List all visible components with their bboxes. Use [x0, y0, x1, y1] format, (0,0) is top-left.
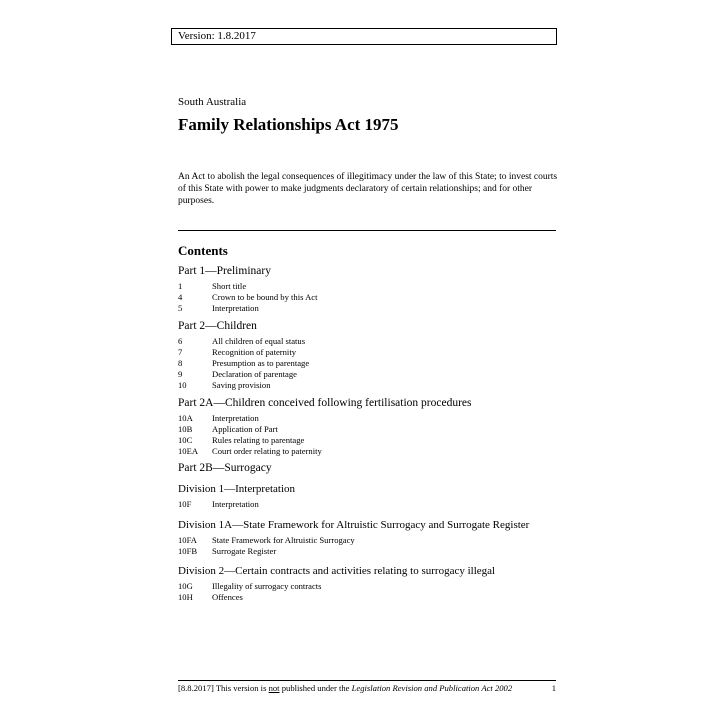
- section-number: 10C: [178, 435, 193, 446]
- toc-entry[interactable]: [178, 347, 558, 358]
- section-title: Illegality of surrogacy contracts: [212, 581, 322, 592]
- toc-division-heading[interactable]: Division 1—Interpretation: [178, 483, 296, 496]
- toc-section-list: [178, 281, 558, 315]
- section-title: Presumption as to parentage: [212, 358, 310, 369]
- section-number: 10G: [178, 581, 193, 592]
- footer-not: not: [268, 683, 280, 693]
- footer-act-name: Legislation Revision and Publication Act 2002: [351, 683, 513, 693]
- toc-part-heading[interactable]: Part 1—Preliminary: [178, 265, 271, 277]
- jurisdiction: South Australia: [178, 96, 247, 108]
- toc-part-heading[interactable]: Part 2A—Children conceived following fertilisation procedures: [178, 396, 472, 409]
- footer-notice: [178, 683, 512, 693]
- section-number: 10B: [178, 423, 193, 434]
- toc-entry[interactable]: [178, 369, 558, 380]
- section-title: Saving provision: [212, 380, 271, 391]
- toc-entry[interactable]: [178, 592, 558, 603]
- toc-entry[interactable]: [178, 413, 558, 424]
- toc-entry[interactable]: [178, 424, 558, 435]
- toc-entry[interactable]: [178, 435, 558, 446]
- toc-entry[interactable]: [178, 281, 558, 292]
- section-number: 4: [178, 292, 183, 303]
- toc-division-heading[interactable]: Division 1A—State Framework for Altruistic Surrogacy and Surrogate Register: [178, 518, 530, 531]
- toc-division-heading[interactable]: Division 2—Certain contracts and activities relating to surrogacy illegal: [178, 565, 496, 578]
- section-number: 10FB: [178, 545, 198, 556]
- toc-part-heading[interactable]: Part 2—Children: [178, 319, 257, 332]
- footer-divider: [178, 680, 556, 681]
- section-number: 7: [178, 346, 183, 357]
- page-number: 1: [551, 683, 556, 693]
- section-title: Interpretation: [212, 499, 259, 510]
- section-title: Short title: [212, 281, 247, 291]
- act-title: Family Relationships Act 1975: [178, 115, 399, 134]
- toc-entry[interactable]: [178, 581, 558, 592]
- section-title: Court order relating to paternity: [212, 446, 322, 457]
- toc-entry[interactable]: [178, 546, 558, 557]
- section-title: Rules relating to parentage: [212, 435, 305, 446]
- footer-text-after: published under the: [281, 683, 350, 693]
- section-title: All children of equal status: [212, 335, 306, 346]
- toc-section-list: [178, 581, 558, 603]
- footer-date: [8.8.2017]: [178, 683, 214, 693]
- contents-divider: [178, 230, 556, 231]
- section-number: 10A: [178, 412, 193, 423]
- toc-entry[interactable]: [178, 358, 558, 369]
- toc-entry[interactable]: [178, 292, 558, 303]
- section-title: Crown to be bound by this Act: [212, 292, 318, 303]
- toc-entry[interactable]: [178, 336, 558, 347]
- toc-section-list: [178, 413, 558, 458]
- section-number: 10FA: [178, 534, 197, 545]
- version-label: Version: 1.8.2017: [178, 30, 256, 42]
- section-title: State Framework for Altruistic Surrogacy: [212, 534, 355, 545]
- long-title: An Act to abolish the legal consequences of illegitimacy under the law of this State; to invest courts of this State with power to make judgments declaratory of certain relationships; and for other purposes.: [178, 172, 558, 206]
- version-box: [171, 28, 557, 45]
- toc-section-list: [178, 499, 558, 510]
- section-title: Application of Part: [212, 423, 278, 434]
- footer-text-before: This version is: [215, 683, 267, 693]
- section-title: Interpretation: [212, 412, 259, 423]
- table-of-contents: [178, 264, 558, 607]
- section-number: 1: [178, 281, 183, 291]
- contents-heading: Contents: [178, 243, 228, 258]
- section-title: Surrogate Register: [212, 545, 277, 556]
- toc-part-heading[interactable]: Part 2B—Surrogacy: [178, 462, 272, 475]
- toc-section-list: [178, 336, 558, 392]
- section-number: 10H: [178, 592, 193, 603]
- toc-entry[interactable]: [178, 535, 558, 546]
- toc-entry[interactable]: [178, 499, 558, 510]
- section-number: 9: [178, 369, 183, 380]
- section-title: Declaration of parentage: [212, 369, 297, 380]
- page-footer: [178, 683, 556, 693]
- section-title: Offences: [212, 592, 243, 603]
- section-number: 10F: [178, 499, 192, 510]
- section-title: Interpretation: [212, 303, 259, 314]
- section-title: Recognition of paternity: [212, 346, 297, 357]
- toc-section-list: [178, 535, 558, 557]
- toc-entry[interactable]: [178, 446, 558, 457]
- section-number: 6: [178, 335, 183, 346]
- toc-entry[interactable]: [178, 380, 558, 391]
- section-number: 8: [178, 358, 183, 369]
- section-number: 10EA: [178, 446, 199, 457]
- section-number: 5: [178, 303, 183, 314]
- section-number: 10: [178, 380, 187, 391]
- toc-entry[interactable]: [178, 303, 558, 314]
